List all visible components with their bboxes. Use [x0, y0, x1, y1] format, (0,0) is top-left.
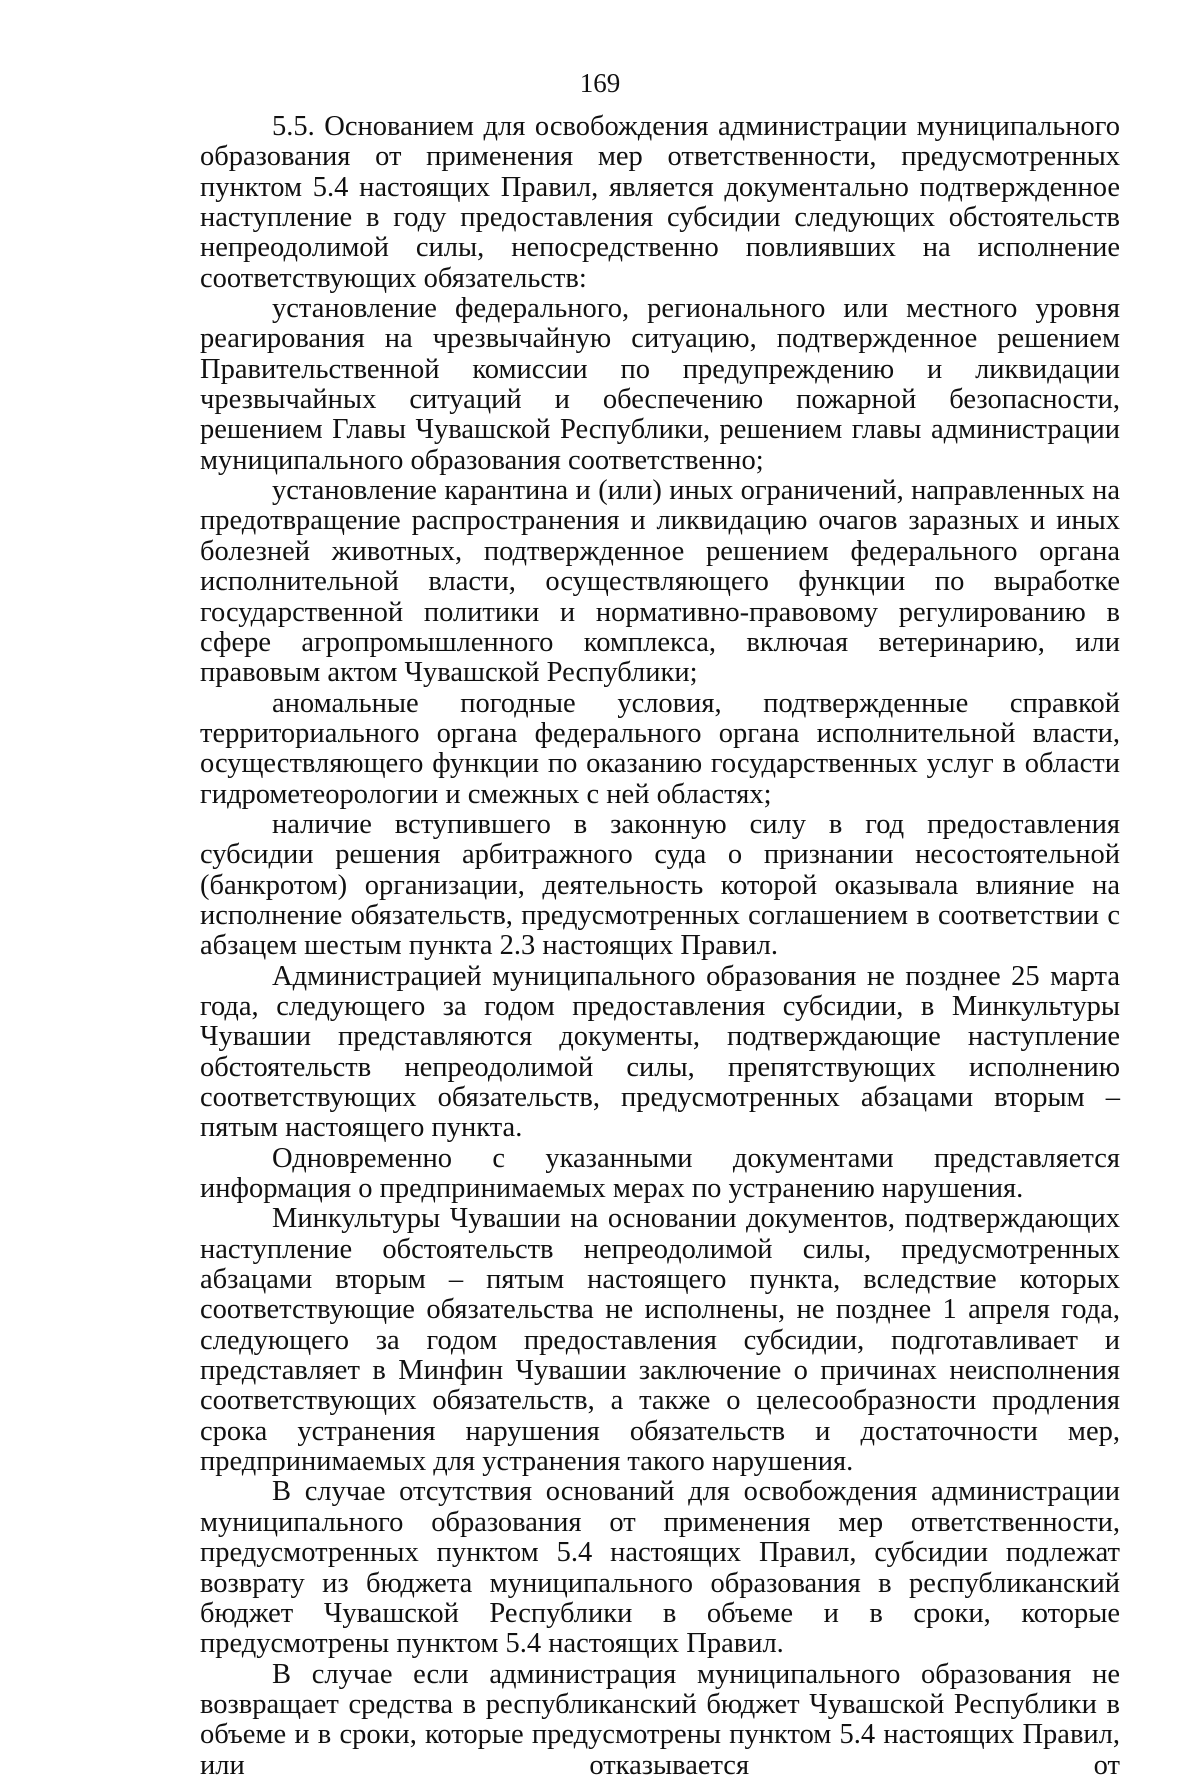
paragraph-weather-conditions: аномальные погодные условия, подтвержденные справкой территориального органа федерального органа исполнительной власти, осуществляющего функции по оказанию государственных услуг в области гидрометеорологии и смежных с ней областях; — [200, 687, 1120, 810]
paragraph-documents-deadline: Администрацией муниципального образования не позднее 25 марта года, следующего за годом предоставления субсидии, в Минкультуры Чувашии представляются документы, подтверждающие наступление обстоятельств непреодолимой силы, препятствующих исполнению соответствующих обязательств, предусмотренных абзацами вторым – пятым настоящего пункта. — [200, 960, 1120, 1144]
paragraph-refusal-continued: В случае если администрация муниципального образования не возвращает средства в республиканский бюджет Чувашской Республики в объеме и в сроки, которые предусмотрены пунктом 5.4 настоящих Правил, или отказывается от — [200, 1658, 1120, 1781]
paragraph-subsidy-return: В случае отсутствия оснований для освобождения администрации муниципального образования от применения мер ответственности, предусмотренных пунктом 5.4 настоящих Правил, субсидии подлежат возврату из бюджета муниципального образования в республиканский бюджет Чувашской Республики в объеме и в сроки, которые предусмотрены пунктом 5.4 настоящих Правил. — [200, 1476, 1120, 1660]
paragraph-bankruptcy: наличие вступившего в законную силу в год предоставления субсидии решения арбитражного суда о признании несостоятельной (банкротом) организации, деятельность которой оказывала влияние на исполнение обязательств, предусмотренных соглашением в соответствии с абзацем шестым пункта 2.3 настоящих Правил. — [200, 808, 1120, 962]
document-body — [200, 112, 1120, 1781]
paragraph-quarantine: установление карантина и (или) иных ограничений, направленных на предотвращение распространения и ликвидацию очагов заразных и иных болезней животных, подтвержденное решением федерального органа исполнительной власти, осуществляющего функции по выработке государственной политики и нормативно-правовому регулированию в сфере агропромышленного комплекса, включая ветеринарию, или правовым актом Чувашской Республики; — [200, 475, 1120, 689]
paragraph-emergency-response: установление федерального, регионального или местного уровня реагирования на чрезвычайную ситуацию, подтвержденное решением Правительственной комиссии по предупреждению и ликвидации чрезвычайных ситуаций и обеспечению пожарной безопасности, решением Главы Чувашской Республики, решением главы администрации муниципального образования соответственно; — [200, 293, 1120, 476]
paragraph-measures-information: Одновременно с указанными документами представляется информация о предпринимаемых мерах по устранению нарушения. — [200, 1142, 1120, 1205]
paragraph-5-5: 5.5. Основанием для освобождения администрации муниципального образования от применения мер ответственности, предусмотренных пунктом 5.4 настоящих Правил, является документально подтвержденное наступление в году предоставления субсидии следующих обстоятельств непреодолимой силы, непосредственно повлиявших на исполнение соответствующих обязательств: — [200, 111, 1120, 294]
page-number: 169 — [579, 68, 621, 98]
paragraph-ministry-conclusion: Минкультуры Чувашии на основании документов, подтверждающих наступление обстоятельств непреодолимой силы, предусмотренных абзацами вторым – пятым настоящего пункта, вследствие которых соответствующие обязательства не исполнены, не позднее 1 апреля года, следующего за годом предоставления субсидии, подготавливает и представляет в Минфин Чувашии заключение о причинах неисполнения соответствующих обязательств, а также о целесообразности продления срока устранения нарушения обязательств и достаточности мер, предпринимаемых для устранения такого нарушения. — [200, 1203, 1120, 1478]
